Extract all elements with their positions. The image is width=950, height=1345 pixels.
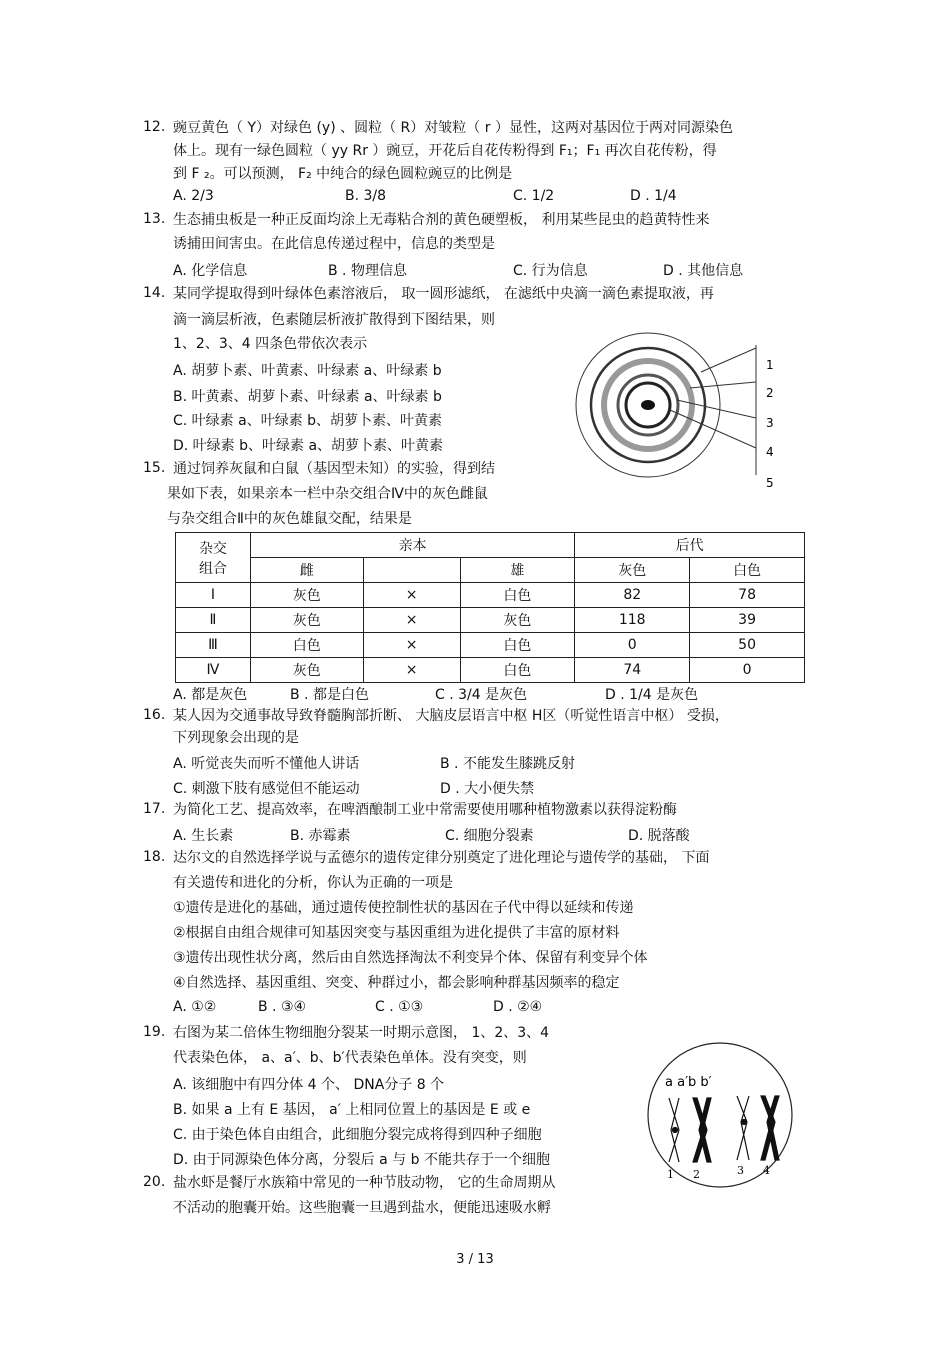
figure-label-3: 3 bbox=[766, 416, 774, 430]
q14-line3: 1、2、3、4 四条色带依次表示 bbox=[173, 336, 368, 352]
q18-item-4: ④自然选择、基因重组、突变、种群过小，都会影响种群基因频率的稳定 bbox=[173, 975, 620, 991]
q19-number: 19. bbox=[143, 1024, 166, 1040]
q15-option-c: C . 3/4 是灰色 bbox=[435, 687, 528, 703]
q20-line1: 盐水虾是餐厅水族箱中常见的一种节肢动物， 它的生命周期从 bbox=[173, 1175, 556, 1191]
header-cross: 杂交 组合 bbox=[176, 533, 251, 583]
q12-line3: 到 F ₂。可以预测， F₂ 中纯合的绿色圆粒豌豆的比例是 bbox=[173, 166, 513, 182]
center-spot bbox=[641, 400, 655, 410]
q17-number: 17. bbox=[143, 801, 166, 817]
q13-number: 13. bbox=[143, 211, 166, 227]
header-blank bbox=[363, 558, 460, 583]
q16-option-c: C. 刺激下肢有感觉但不能运动 bbox=[173, 781, 360, 797]
q18-option-b: B . ③④ bbox=[258, 999, 307, 1015]
q18-item-1: ①遗传是进化的基础，通过遗传使控制性状的基因在子代中得以延续和传递 bbox=[173, 900, 634, 916]
q12-option-c: C. 1/2 bbox=[513, 188, 555, 204]
figure-label-2: 2 bbox=[766, 386, 774, 400]
chromosome-3 bbox=[737, 1096, 749, 1160]
q17-option-d: D. 脱落酸 bbox=[628, 828, 690, 844]
q19-option-b: B. 如果 a 上有 E 基因， a′ 上相同位置上的基因是 E 或 e bbox=[173, 1102, 531, 1118]
q13-option-c: C. 行为信息 bbox=[513, 263, 588, 279]
chromosome-number-4: 4 bbox=[763, 1164, 770, 1177]
q14-option-b: B. 叶黄素、胡萝卜素、叶绿素 a、叶绿素 b bbox=[173, 389, 442, 405]
q13-option-a: A. 化学信息 bbox=[173, 263, 248, 279]
table-row: Ⅲ 白色 × 白色 0 50 bbox=[176, 633, 805, 658]
header-parent: 亲本 bbox=[250, 533, 574, 558]
q14-line1: 某同学提取得到叶绿体色素溶液后， 取一圆形滤纸， 在滤纸中央滴一滴色素提取液，再 bbox=[173, 286, 714, 302]
q14-option-a: A. 胡萝卜素、叶黄素、叶绿素 a、叶绿素 b bbox=[173, 363, 442, 379]
q16-option-b: B . 不能发生膝跳反射 bbox=[440, 756, 575, 772]
q15-option-b: B . 都是白色 bbox=[290, 687, 369, 703]
q14-line2: 滴一滴层析液，色素随层析液扩散得到下图结果，则 bbox=[173, 312, 495, 328]
figure-label-1: 1 bbox=[766, 358, 774, 372]
cell-division-figure bbox=[645, 1040, 795, 1190]
q15-line2: 果如下表，如果亲本一栏中杂交组合Ⅳ中的灰色雌鼠 bbox=[167, 486, 488, 502]
q13-option-d: D . 其他信息 bbox=[663, 263, 744, 279]
q15-option-d: D . 1/4 是灰色 bbox=[605, 687, 699, 703]
cross-results-table bbox=[175, 532, 805, 683]
chromatid-labels: a a′b b′ bbox=[665, 1075, 712, 1090]
q12-number: 12. bbox=[143, 119, 166, 135]
header-male: 雄 bbox=[460, 558, 575, 583]
chromosome-number-1: 1 bbox=[667, 1168, 674, 1181]
chromosome-2 bbox=[693, 1098, 711, 1162]
q18-option-a: A. ①② bbox=[173, 999, 217, 1015]
q12-option-a: A. 2/3 bbox=[173, 188, 214, 204]
q19-option-a: A. 该细胞中有四分体 4 个、 DNA分子 8 个 bbox=[173, 1077, 445, 1093]
q12-option-b: B. 3/8 bbox=[345, 188, 387, 204]
q16-line1: 某人因为交通事故导致脊髓胸部折断、 大脑皮层语言中枢 H区（听觉性语言中枢） 受损， bbox=[173, 708, 729, 724]
q15-line3: 与杂交组合Ⅱ中的灰色雄鼠交配，结果是 bbox=[167, 511, 412, 527]
q18-option-c: C . ①③ bbox=[375, 999, 424, 1015]
chromosome-4 bbox=[761, 1096, 779, 1160]
q18-number: 18. bbox=[143, 849, 166, 865]
q16-line2: 下列现象会出现的是 bbox=[173, 730, 299, 746]
q13-option-b: B . 物理信息 bbox=[328, 263, 407, 279]
q18-option-d: D . ②④ bbox=[493, 999, 543, 1015]
q17-option-c: C. 细胞分裂素 bbox=[445, 828, 534, 844]
header-female: 雌 bbox=[250, 558, 363, 583]
q14-option-d: D. 叶绿素 b、叶绿素 a、胡萝卜素、叶黄素 bbox=[173, 438, 444, 454]
q19-option-d: D. 由于同源染色体分离，分裂后 a 与 b 不能共存于一个细胞 bbox=[173, 1152, 550, 1168]
table-row: Ⅱ 灰色 × 灰色 118 39 bbox=[176, 608, 805, 633]
q18-line1: 达尔文的自然选择学说与孟德尔的遗传定律分别奠定了进化理论与遗传学的基础， 下面 bbox=[173, 850, 710, 866]
q19-line2: 代表染色体， a、a′、b、b′代表染色单体。没有突变，则 bbox=[173, 1050, 527, 1066]
q16-option-d: D . 大小便失禁 bbox=[440, 781, 535, 797]
q15-line1: 通过饲养灰鼠和白鼠（基因型未知）的实验，得到结 bbox=[173, 461, 495, 477]
q15-number: 15. bbox=[143, 460, 166, 476]
q17-option-b: B. 赤霉素 bbox=[290, 828, 351, 844]
q12-line2: 体上。现有一绿色圆粒（ yy Rr ）豌豆，开花后自花传粉得到 F₁；F₁ 再次自花传粉，得 bbox=[173, 143, 717, 159]
table-row: Ⅳ 灰色 × 白色 74 0 bbox=[176, 658, 805, 683]
q13-line1: 生态捕虫板是一种正反面均涂上无毒粘合剂的黄色硬塑板， 利用某些昆虫的趋黄特性来 bbox=[173, 212, 710, 228]
chromosome-number-3: 3 bbox=[737, 1164, 744, 1177]
page-number: 3 / 13 bbox=[456, 1252, 494, 1267]
header-white: 白色 bbox=[690, 558, 805, 583]
q16-option-a: A. 听觉丧失而听不懂他人讲话 bbox=[173, 756, 360, 772]
q12-option-d: D . 1/4 bbox=[630, 188, 677, 204]
q12-line1: 豌豆黄色（ Y）对绿色 (y) 、圆粒（ R）对皱粒（ r ）显性，这两对基因位于两对同源染色 bbox=[173, 120, 733, 136]
q17-line1: 为简化工艺、提高效率，在啤酒酿制工业中常需要使用哪种植物激素以获得淀粉酶 bbox=[173, 802, 677, 818]
header-offspring: 后代 bbox=[575, 533, 805, 558]
q18-item-2: ②根据自由组合规律可知基因突变与基因重组为进化提供了丰富的原材料 bbox=[173, 925, 620, 941]
q15-option-a: A. 都是灰色 bbox=[173, 687, 248, 703]
q19-line1: 右图为某二倍体生物细胞分裂某一时期示意图， 1、2、3、4 bbox=[173, 1025, 550, 1041]
q18-item-3: ③遗传出现性状分离，然后由自然选择淘汰不利变异个体、保留有利变异个体 bbox=[173, 950, 648, 966]
q16-number: 16. bbox=[143, 707, 166, 723]
q18-line2: 有关遗传和进化的分析，你认为正确的一项是 bbox=[173, 875, 453, 891]
q14-option-c: C. 叶绿素 a、叶绿素 b、胡萝卜素、叶黄素 bbox=[173, 413, 443, 429]
q14-number: 14. bbox=[143, 285, 166, 301]
chromosome-number-2: 2 bbox=[693, 1168, 700, 1181]
figure-label-4: 4 bbox=[766, 445, 774, 459]
q19-option-c: C. 由于染色体自由组合，此细胞分裂完成将得到四种子细胞 bbox=[173, 1127, 542, 1143]
chromosome-1 bbox=[669, 1098, 679, 1162]
chromatography-figure bbox=[570, 330, 790, 490]
q13-line2: 诱捕田间害虫。在此信息传递过程中，信息的类型是 bbox=[173, 236, 495, 252]
q20-number: 20. bbox=[143, 1174, 166, 1190]
header-gray: 灰色 bbox=[575, 558, 690, 583]
figure-label-5: 5 bbox=[766, 476, 774, 490]
q17-option-a: A. 生长素 bbox=[173, 828, 234, 844]
q20-line2: 不活动的胞囊开始。这些胞囊一旦遇到盐水，便能迅速吸水孵 bbox=[173, 1200, 551, 1216]
table-row: Ⅰ 灰色 × 白色 82 78 bbox=[176, 583, 805, 608]
